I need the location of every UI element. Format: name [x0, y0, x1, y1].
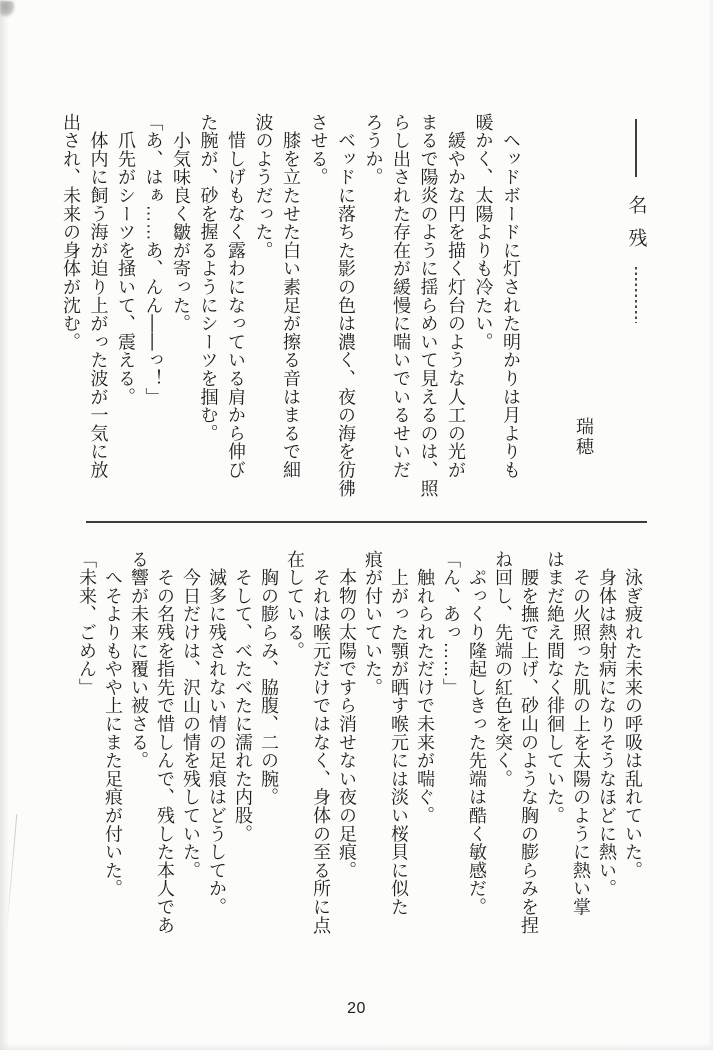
text-line: 腰を撫で上げ、砂山のような胸の膨らみを捏 — [519, 550, 539, 935]
text-block-bottom — [74, 550, 646, 934]
text-line: 緩やかな円を描く灯台のような人工の光が — [446, 113, 466, 479]
text-line: 身体は熱射病になりそうなほどに熱い。 — [597, 550, 617, 898]
text-line: 今日だけは、沢山の情を残していた。 — [181, 550, 201, 880]
text-line: る響が未来に覆い被さる。 — [129, 550, 149, 770]
text-line: させる。 — [308, 113, 329, 187]
title-dash-bottom — [635, 267, 637, 323]
text-line: 出され、未来の身体が沈む。 — [61, 113, 81, 351]
title-dash-top — [635, 119, 637, 177]
text-line: 惜しげもなく露わになっている肩から伸び — [226, 113, 246, 479]
text-line: 在している。 — [285, 550, 305, 660]
text-line: 「あ、はぁ……あ、んん――っ！」 — [143, 113, 164, 406]
page-number: 20 — [347, 1000, 366, 1017]
text-line: た腕が、砂を握るようにシーツを掴む。 — [198, 113, 219, 443]
text-line: ぷっくり隆起しきった先端は酷く敏感だ。 — [467, 550, 487, 916]
text-line: 泳ぎ疲れた未来の呼吸は乱れていた。 — [623, 550, 643, 880]
text-line: へそよりもやや上にまた足痕が付いた。 — [103, 550, 123, 898]
scan-crease-line — [6, 814, 18, 936]
text-line: 暖かく、太陽よりも冷たい。 — [473, 113, 494, 351]
text-line: まるで陽炎のように揺らめいて見えるのは、照 — [418, 113, 439, 498]
text-line: 波のようだった。 — [253, 113, 274, 260]
text-line: はまだ絶え間なく徘徊していた。 — [545, 550, 565, 825]
text-line: その名残を指先で惜しんで、残した本人であ — [155, 550, 175, 935]
text-line: ね回し、先端の紅色を突く。 — [493, 550, 513, 788]
text-line: 本物の太陽ですら消せない夜の足痕。 — [337, 550, 357, 880]
text-line: ベッドに落ちた影の色は濃く、夜の海を彷彿 — [336, 113, 356, 498]
text-line: 小気味良く皺が寄った。 — [171, 113, 191, 333]
text-line: 膝を立たせた白い素足が擦る音はまるで細 — [281, 113, 301, 479]
text-line: 「ん、あっ……」 — [441, 550, 461, 697]
text-line: ヘッドボードに灯された明かりは月よりも — [501, 113, 521, 479]
text-line: その火照った肌の上を太陽のように熱い掌 — [571, 550, 591, 916]
text-line: 胸の膨らみ、脇腹、二の腕。 — [259, 550, 279, 807]
text-line: 痕が付いていた。 — [363, 550, 383, 697]
text-line: ろうか。 — [363, 113, 384, 187]
text-block-top — [57, 113, 525, 497]
author-name: 瑞穂 — [574, 417, 594, 457]
text-line: 爪先がシーツを掻いて、震える。 — [116, 113, 136, 406]
text-line: らし出された存在が緩慢に喘いでいるせいだ — [391, 113, 411, 479]
story-title-block — [622, 119, 650, 323]
text-line: 「未来、ごめん」 — [77, 550, 97, 697]
scan-artifact-corner — [0, 1, 15, 17]
text-line: 滅多に残されない情の足痕はどうしてか。 — [207, 550, 227, 916]
story-title: 名残 — [625, 195, 647, 261]
text-line: 体内に飼う海が迫り上がった波が一気に放 — [88, 113, 109, 479]
section-divider-rule — [86, 521, 647, 523]
text-line: 触れられただけで未来が喘ぐ。 — [415, 550, 435, 825]
text-line: 上がった顎が晒す喉元には淡い桜貝に似た — [389, 550, 409, 916]
text-line: それは喉元だけではなく、身体の至る所に点 — [311, 550, 331, 935]
text-line: そして、べたべたに濡れた内股。 — [233, 550, 253, 843]
